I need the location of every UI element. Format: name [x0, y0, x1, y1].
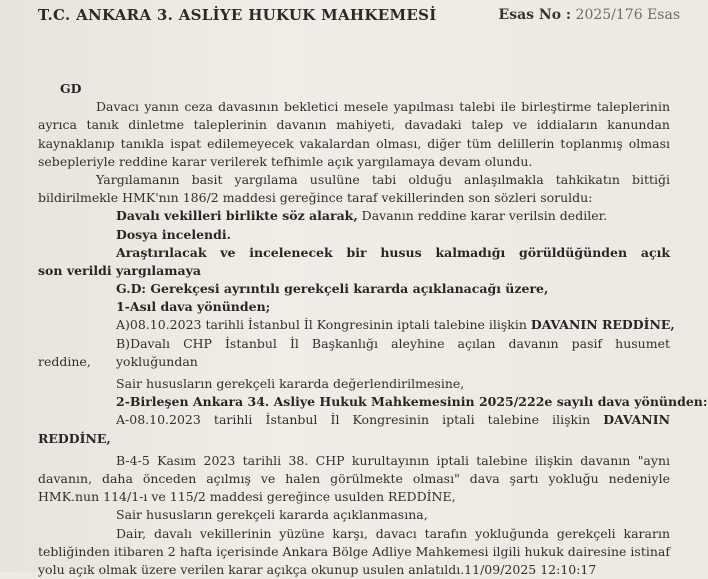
merged-case-b-line-1: B-4-5 Kasım 2023 tarihli 38. CHP kurultayının iptali talebine ilişkin davanın "aynı	[116, 452, 670, 468]
main-case-a	[38, 316, 675, 334]
main-case-a-text: A)08.10.2023 tarihli İstanbul İl Kongresinin iptali talebine ilişkin	[116, 317, 531, 333]
gd-reasoning: G.D: Gerekçesi ayrıntılı gerekçeli kararda açıklanacağı üzere,	[116, 281, 549, 297]
case-number-label: Esas No :	[498, 7, 572, 23]
merged-case-a-bold: DAVANIN	[603, 412, 670, 428]
case-number-value: 2025/176 Esas	[575, 7, 680, 23]
final-line-2: tebliğinden itibaren 2 hafta içerisinde Ankara Bölge Adliye Mahkemesi ilgili hukuk dairesine istinaf	[38, 543, 670, 559]
merged-case-heading: 2-Birleşen Ankara 34. Asliye Hukuk Mahkemesinin 2025/222e sayılı dava yönünden:	[116, 394, 708, 410]
defense-statement-bold: Davalı vekilleri birlikte söz alarak,	[116, 208, 358, 224]
court-name: T.C. ANKARA 3. ASLİYE HUKUK MAHKEMESİ	[38, 6, 437, 24]
document-header	[38, 6, 680, 30]
file-examined: Dosya incelendi.	[116, 226, 231, 242]
p1-line-2: ayrıca tanık dinletme taleplerinin davanın mahiyeti, davadaki talep ve iddiaların kanundan	[38, 117, 670, 133]
merged-case-b-line-2: davanın, daha önceden açılmış ve halen görülmekte olması" dava şartı yokluğu nedeniyle	[38, 470, 670, 486]
main-case-b-line-1: B)Davalı CHP İstanbul İl Başkanlığı aleyhine açılan davanın pasif husumet yokluğundan	[116, 335, 670, 369]
final-line-3: yolu açık olmak üzere verilen karar açıkça okunup usulen anlatıldı.11/09/2025 12:10:17	[38, 561, 597, 577]
p2-line-1: Yargılamanın basit yargılama usulüne tabi olduğu anlaşılmakla tahkikatın bittiği	[96, 171, 670, 187]
other-matters-1: Sair hususların gerekçeli kararda değerlendirilmesine,	[116, 376, 465, 391]
p1-line-4: sebepleriyle reddine karar verilerek tefhimle açık yargılamaya devam olundu.	[38, 153, 533, 169]
defense-statement	[38, 207, 670, 225]
p2-line-2: bildirilmekle HMK'nın 186/2 maddesi gereğince taraf vekillerinden son sözleri soruldu:	[38, 190, 593, 206]
case-number	[499, 7, 680, 23]
main-case-a-bold: DAVANIN REDDİNE,	[530, 317, 675, 333]
main-case-b-line-2: reddine,	[38, 353, 91, 369]
document-body	[38, 80, 708, 579]
merged-case-a-text: A-08.10.2023 tarihli İstanbul İl Kongresinin iptali talebine ilişkin	[116, 412, 604, 428]
gd-title: GD	[60, 81, 82, 96]
main-case-heading: 1-Asıl dava yönünden;	[116, 299, 271, 315]
merged-case-a-line-1	[38, 411, 670, 429]
defense-statement-rest: Davanın reddine karar verilsin dediler.	[357, 208, 608, 224]
final-line-1: Dair, davalı vekillerinin yüzüne karşı, davacı tarafın yokluğunda gerekçeli kararın	[116, 525, 670, 541]
other-matters-2: Sair hususların gerekçeli kararda açıklanmasına,	[116, 507, 428, 523]
p1-line-1: Davacı yanın ceza davasının bekletici mesele yapılması talebi ile birleştirme taleplerinin	[96, 99, 670, 115]
merged-case-a-line-2: REDDİNE,	[38, 430, 111, 446]
p1-line-3: kaynaklanıp tanıkla ispat edilemeyecek vakalardan olması, diğer tüm delillerin toplanmış olması	[38, 135, 670, 151]
merged-case-b-line-3: HMK.nun 114/1-ı ve 115/2 maddesi gereğince usulden REDDİNE,	[38, 489, 456, 505]
closing-line-1: Araştırılacak ve incelenecek bir husus kalmadığı görüldüğünden açık yargılamaya	[116, 244, 670, 278]
closing-line-2: son verildi	[38, 262, 112, 278]
